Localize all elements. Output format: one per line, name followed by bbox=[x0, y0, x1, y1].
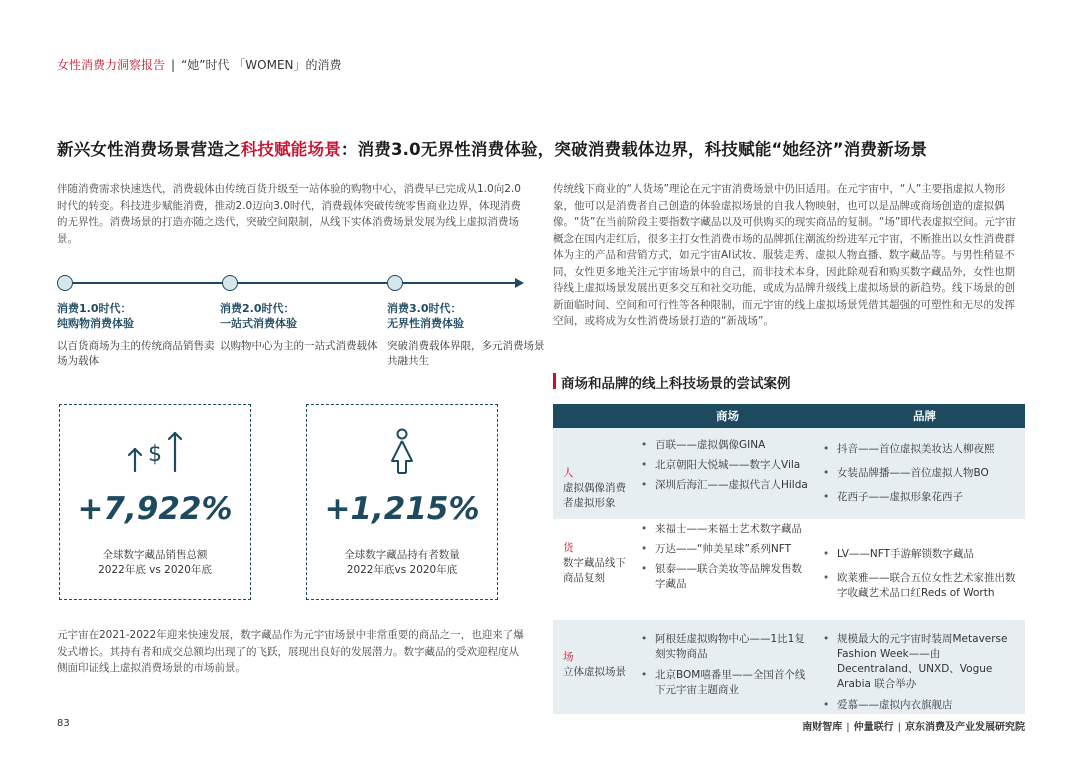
stage-heading: 消费3.0时代： 无界性消费体验 bbox=[387, 302, 464, 330]
stage-heading: 消费2.0时代： 一站式消费体验 bbox=[220, 302, 297, 330]
footer-orgs: 南财智库 | 仲量联行 | 京东消费及产业发展研究院 bbox=[802, 722, 1025, 733]
timeline-dot bbox=[222, 275, 238, 291]
title-highlight: 科技赋能场景 bbox=[240, 140, 341, 159]
timeline-dot bbox=[57, 275, 73, 291]
brand-cases bbox=[821, 442, 1021, 510]
brand-cases bbox=[821, 547, 1021, 606]
page-number: 83 bbox=[57, 718, 70, 729]
mall-cases bbox=[639, 522, 809, 597]
stat-box-holders bbox=[306, 404, 498, 600]
title-part2: ：消费3.0无界性消费体验，突破消费载体边界，科技赋能“她经济”消费新场景 bbox=[340, 140, 928, 159]
list-item: • 百联——虚拟偶像GINA bbox=[639, 438, 809, 453]
bottom-paragraph: 元宇宙在2021-2022年迎来快速发展，数字藏品作为元宇宙场景中非常重要的商品之一，也迎来了爆发式增长。其持有者和成交总额均出现了的飞跃，展现出良好的发展潜力。数字藏品的受欢迎程度从侧面印证线上虚拟消费场景的市场前景。 bbox=[57, 629, 524, 674]
list-item: • 来福士——来福士艺术数字藏品 bbox=[639, 522, 809, 537]
case-table bbox=[553, 404, 1025, 714]
timeline-line bbox=[57, 282, 519, 284]
list-item: • 花西子——虚拟形象花西子 bbox=[821, 490, 1021, 505]
table-row bbox=[553, 519, 1025, 620]
list-item: • 北京朝阳大悦城——数字人Vila bbox=[639, 458, 809, 473]
svg-text:$: $ bbox=[148, 442, 162, 467]
list-item: • 万达——“帅美星球”系列NFT bbox=[639, 542, 809, 557]
header-separator: | bbox=[171, 58, 176, 72]
list-item: • 深圳后海汇——虚拟代言人Hilda bbox=[639, 478, 809, 493]
list-item: • 银泰——联合美妆等品牌发售数字藏品 bbox=[639, 562, 809, 592]
report-subtitle: “她”时代 「WOMEN」的消费 bbox=[181, 58, 342, 72]
list-item: • 规模最大的元宇宙时装周Metaverse Fashion Week——由Decentraland、UNXD、Vogue Arabia 联合举办 bbox=[821, 632, 1021, 692]
timeline-dot bbox=[387, 275, 403, 291]
stat-value: +1,215% bbox=[324, 491, 480, 527]
row-label: 场 立体虚拟场景 bbox=[563, 650, 629, 680]
intro-paragraph: 伴随消费需求快速迭代，消费载体由传统百货升级至一站体验的购物中心，消费早已完成从1.0向2.0时代的转变。科技进步赋能消费，推动2.0迈向3.0时代，消费载体突破传统零售商业边界，体现消费的无界性。消费场景的打造亦随之迭代，突破空间限制，从线下实体消费场景发展为线上虚拟消费场景。 bbox=[57, 183, 521, 245]
stat-label: 全球数字藏品持有者数量 2022年底vs 2020年底 bbox=[344, 549, 460, 576]
list-item: • LV——NFT手游解锁数字藏品 bbox=[821, 547, 1021, 562]
right-paragraph: 传统线下商业的“人货场”理论在元宇宙消费场景中仍旧适用。在元宇宙中，“人”主要指虚拟人物形象，他可以是消费者自己创造的体验虚拟场景的自我人物映射，也可以是品牌或商场创造的虚拟偶像。“货”在当前阶段主要指数字藏品以及可供购买的现实商品的复制。“场”即代表虚拟空间。元宇宙概念在国内走红后，很多主打女性消费市场的品牌抓住潮流纷纷进军元宇宙，不断推出以女性消费群体为主的产品和营销方式，如元宇宙AI试妆、服装走秀、虚拟人物直播、数字藏品等。与男性稍显不同，女性更多地关注元宇宙场景中的自己，而非技术本身，因此除观看和购买数字藏品外，女性也期待线上虚拟场景发展出更多交互和社交功能，或成为品牌升级线上虚拟场景的新趋势。线下场景的创新面临时间、空间和可行性等各种限制，而元宇宙的线上虚拟场景凭借其超强的可塑性和无尽的发挥空间，或将成为女性消费场景打造的“新战场”。 bbox=[553, 183, 1016, 327]
stat-box-sales bbox=[59, 404, 251, 600]
timeline-stage-2 bbox=[220, 301, 380, 354]
table-header bbox=[553, 404, 1025, 428]
row-label: 货 数字藏品线下商品复刻 bbox=[563, 541, 629, 586]
stage-description: 以购物中心为主的一站式消费载体 bbox=[220, 340, 378, 352]
section-marker bbox=[553, 373, 556, 389]
timeline-stage-3 bbox=[387, 301, 547, 369]
stage-heading: 消费1.0时代： 纯购物消费体验 bbox=[57, 302, 134, 330]
column-header-mall: 商场 bbox=[716, 409, 739, 423]
report-name: 女性消费力洞察报告 bbox=[57, 58, 166, 72]
row-key: 场 bbox=[563, 651, 574, 663]
list-item: • 阿根廷虚拟购物中心——1比1复刻实物商品 bbox=[639, 632, 809, 662]
column-header-brand: 品牌 bbox=[913, 409, 936, 423]
stage-description: 以百货商场为主的传统商品销售卖场为载体 bbox=[57, 340, 215, 367]
list-item: • 抖音——首位虚拟美妆达人柳夜熙 bbox=[821, 442, 1021, 457]
footer-org: 南财智库 bbox=[802, 722, 843, 733]
timeline-arrow-icon bbox=[515, 278, 524, 288]
footer-org: 京东消费及产业发展研究院 bbox=[905, 722, 1025, 733]
money-growth-icon bbox=[60, 427, 250, 479]
row-key: 人 bbox=[563, 467, 574, 479]
footer-org: 仲量联行 bbox=[853, 722, 894, 733]
row-label: 人 虚拟偶像消费者虚拟形象 bbox=[563, 466, 629, 511]
table-row bbox=[553, 428, 1025, 519]
list-item: • 女装品牌播——首位虚拟人物BO bbox=[821, 466, 1021, 481]
list-item: • 爱慕——虚拟内衣旗舰店 bbox=[821, 698, 1021, 713]
section-heading: 商场和品牌的线上科技场景的尝试案例 bbox=[561, 376, 791, 392]
timeline-stage-1 bbox=[57, 301, 217, 369]
stage-description: 突破消费载体界限，多元消费场景共融共生 bbox=[387, 340, 545, 367]
title-part1: 新兴女性消费场景营造之 bbox=[57, 140, 241, 159]
list-item: • 欧莱雅——联合五位女性艺术家推出数字收藏艺术品口红Reds of Worth bbox=[821, 571, 1021, 601]
mall-cases bbox=[639, 632, 809, 703]
report-header bbox=[57, 56, 342, 73]
stat-value: +7,922% bbox=[77, 491, 233, 527]
mall-cases bbox=[639, 438, 809, 498]
brand-cases bbox=[821, 632, 1021, 718]
list-item: • 北京BOM嘻番里——全国首个线下元宇宙主题商业 bbox=[639, 668, 809, 698]
table-row bbox=[553, 620, 1025, 714]
row-key: 货 bbox=[563, 542, 574, 554]
stat-label: 全球数字藏品销售总额 2022年底 vs 2020年底 bbox=[98, 549, 212, 576]
woman-icon bbox=[307, 427, 497, 481]
page-title bbox=[57, 136, 927, 160]
